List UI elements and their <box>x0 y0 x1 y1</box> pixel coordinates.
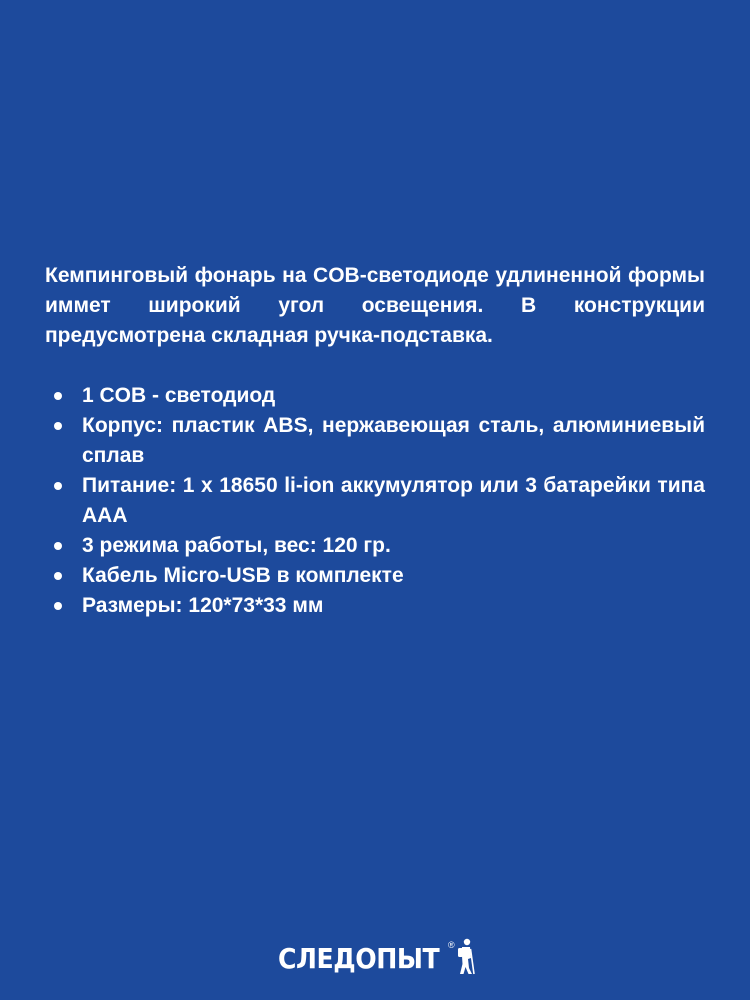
feature-text: Корпус: пластик ABS, нержавеющая сталь, алюминиевый сплав <box>82 414 705 467</box>
bullet-icon <box>54 572 62 580</box>
bullet-icon <box>54 602 62 610</box>
feature-text: Питание: 1 x 18650 li-ion аккумулятор или 3 батарейки типа AAA <box>82 474 705 527</box>
feature-item <box>45 411 705 471</box>
bullet-icon <box>54 542 62 550</box>
description-block <box>45 261 705 621</box>
feature-item <box>45 381 705 411</box>
feature-item <box>45 561 705 591</box>
feature-item <box>45 531 705 561</box>
feature-item <box>45 471 705 531</box>
bullet-icon <box>54 392 62 400</box>
brand-name: СЛЕДОПЫТ <box>278 941 440 975</box>
brand-logo <box>278 938 457 978</box>
hiker-icon <box>456 938 476 976</box>
feature-item <box>45 591 705 621</box>
bullet-icon <box>54 482 62 490</box>
feature-text: Кабель Micro-USB в комплекте <box>82 564 404 587</box>
feature-text: Размеры: 120*73*33 мм <box>82 594 324 617</box>
bullet-icon <box>54 422 62 430</box>
feature-text: 3 режима работы, вес: 120 гр. <box>82 534 391 557</box>
feature-text: 1 COB - светодиод <box>82 384 276 407</box>
registered-mark: ® <box>448 940 455 950</box>
intro-paragraph: Кемпинговый фонарь на COB-светодиоде удлиненной формы иммет широкий угол освещения. В конструкции предусмотрена складная ручка-подставка. <box>45 264 705 347</box>
feature-list <box>45 381 705 621</box>
